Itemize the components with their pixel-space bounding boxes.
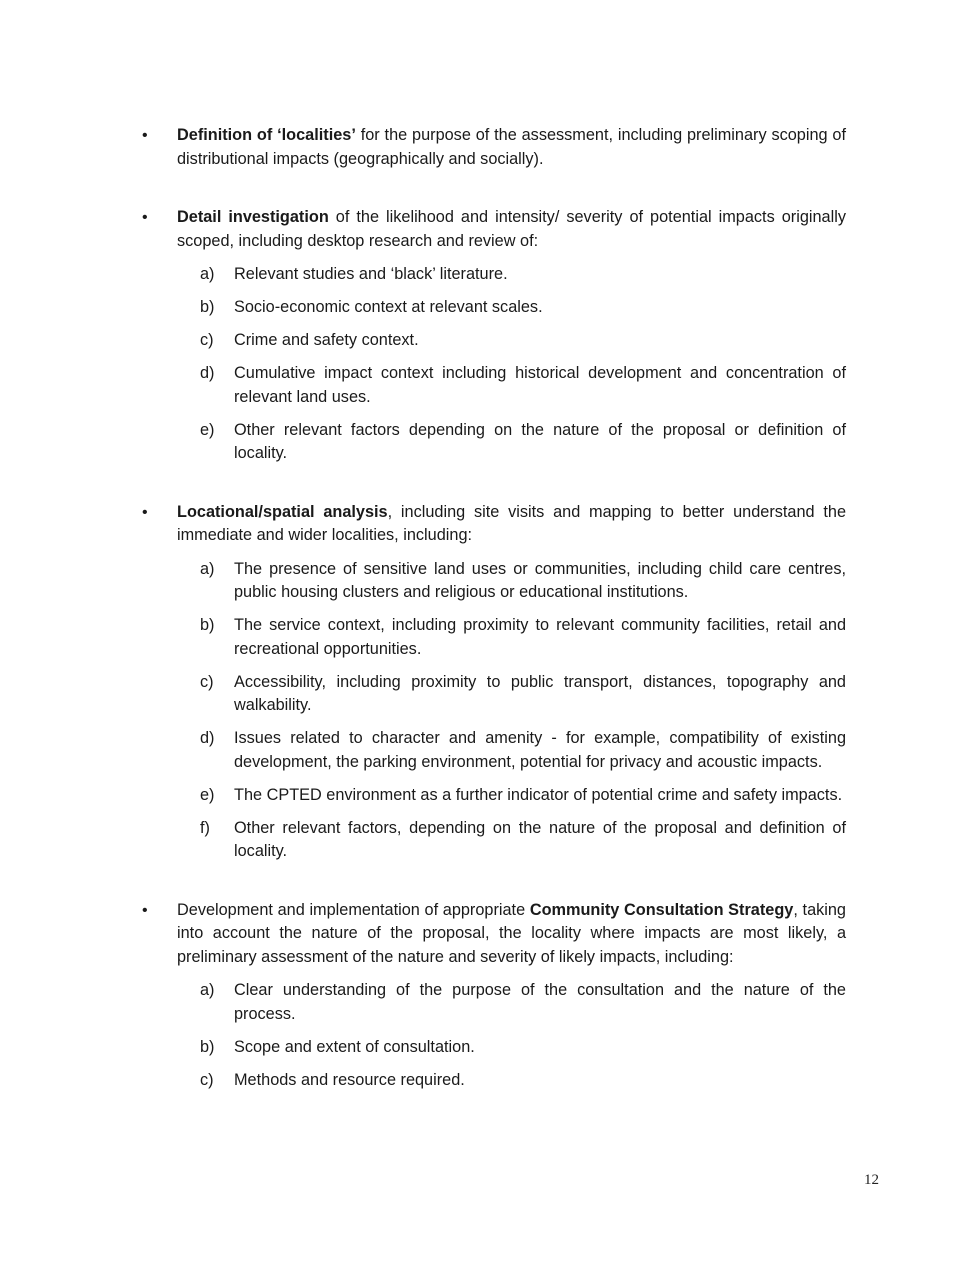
list-item <box>177 979 846 1026</box>
list-marker: b) <box>200 616 215 634</box>
section-paragraph: Definition of ‘localities’ for the purpose of the assessment, including preliminary scoping of distributional impacts (geographically and socially). <box>177 126 846 168</box>
list-marker: c) <box>200 672 214 691</box>
list-marker: c) <box>200 1070 214 1089</box>
list-item-text: Accessibility, including proximity to public transport, distances, topography and walkability. <box>234 672 846 714</box>
bullet-section-localities <box>140 124 846 171</box>
list-item <box>177 614 846 661</box>
sub-list <box>177 263 846 466</box>
section-paragraph: Detail investigation of the likelihood and intensity/ severity of potential impacts originally scoped, including desktop research and review of: <box>177 208 846 250</box>
bullet-icon: • <box>142 127 148 144</box>
list-item-text: Crime and safety context. <box>234 331 419 349</box>
list-item-text: The service context, including proximity to relevant community facilities, retail and recreational opportunities. <box>234 616 846 658</box>
list-marker: e) <box>200 420 215 439</box>
list-item-text: The presence of sensitive land uses or communities, including child care centres, public housing clusters and religious or educational institutions. <box>234 559 846 601</box>
list-marker: c) <box>200 331 214 349</box>
list-marker: d) <box>200 729 215 747</box>
list-item-text: Cumulative impact context including historical development and concentration of relevant land uses. <box>234 364 846 406</box>
list-item-text: Methods and resource required. <box>234 1070 465 1089</box>
list-item <box>177 362 846 409</box>
list-item <box>177 263 846 287</box>
list-item-text: Scope and extent of consultation. <box>234 1037 475 1056</box>
bullet-section-spatial-analysis <box>140 501 846 864</box>
list-item <box>177 784 846 808</box>
section-heading: Locational/spatial analysis <box>177 502 388 521</box>
list-marker: e) <box>200 785 215 804</box>
list-item-text: Clear understanding of the purpose of the consultation and the nature of the process. <box>234 981 846 1023</box>
bullet-section-consultation-strategy <box>140 899 846 1093</box>
list-marker: a) <box>200 981 215 999</box>
list-item-text: The CPTED environment as a further indicator of potential crime and safety impacts. <box>234 785 843 804</box>
list-item-text: Relevant studies and ‘black’ literature. <box>234 265 508 283</box>
section-heading: Detail investigation <box>177 208 329 226</box>
sub-list <box>177 558 846 864</box>
list-marker: a) <box>200 265 215 283</box>
bullet-icon: • <box>142 901 148 919</box>
list-marker: d) <box>200 364 215 382</box>
list-item <box>177 558 846 605</box>
list-item <box>177 296 846 320</box>
list-item <box>177 1036 846 1060</box>
section-paragraph: Development and implementation of appropriate Community Consultation Strategy, taking into account the nature of the proposal, the locality where impacts are most likely, a preliminary assessment of the nature and severity of likely impacts, including: <box>177 900 846 966</box>
bullet-icon: • <box>142 209 148 226</box>
section-heading: Community Consultation Strategy <box>529 900 794 919</box>
list-item-text: Other relevant factors depending on the nature of the proposal or definition of locality. <box>234 420 846 462</box>
list-item <box>177 1069 846 1093</box>
list-item <box>177 419 846 466</box>
list-marker: b) <box>200 298 215 316</box>
list-item <box>177 727 846 774</box>
list-item-text: Socio-economic context at relevant scales. <box>234 298 543 316</box>
list-item-text: Issues related to character and amenity - for example, compatibility of existing development, the parking environment, potential for privacy and acoustic impacts. <box>234 729 846 771</box>
list-item-text: Other relevant factors, depending on the nature of the proposal and definition of locality. <box>234 818 846 860</box>
sub-list <box>177 979 846 1092</box>
page-number: 12 <box>864 1172 879 1188</box>
section-paragraph: Locational/spatial analysis, including site visits and mapping to better understand the immediate and wider localities, including: <box>177 502 847 544</box>
document-body <box>140 124 846 1127</box>
list-item <box>177 817 846 864</box>
section-heading: Definition of ‘localities’ <box>177 126 356 144</box>
list-item <box>177 329 846 353</box>
list-item <box>177 671 846 718</box>
list-marker: a) <box>200 559 215 578</box>
bullet-icon: • <box>142 503 148 521</box>
list-marker: b) <box>200 1037 215 1056</box>
list-marker: f) <box>200 818 210 837</box>
bullet-section-detail-investigation <box>140 206 846 466</box>
